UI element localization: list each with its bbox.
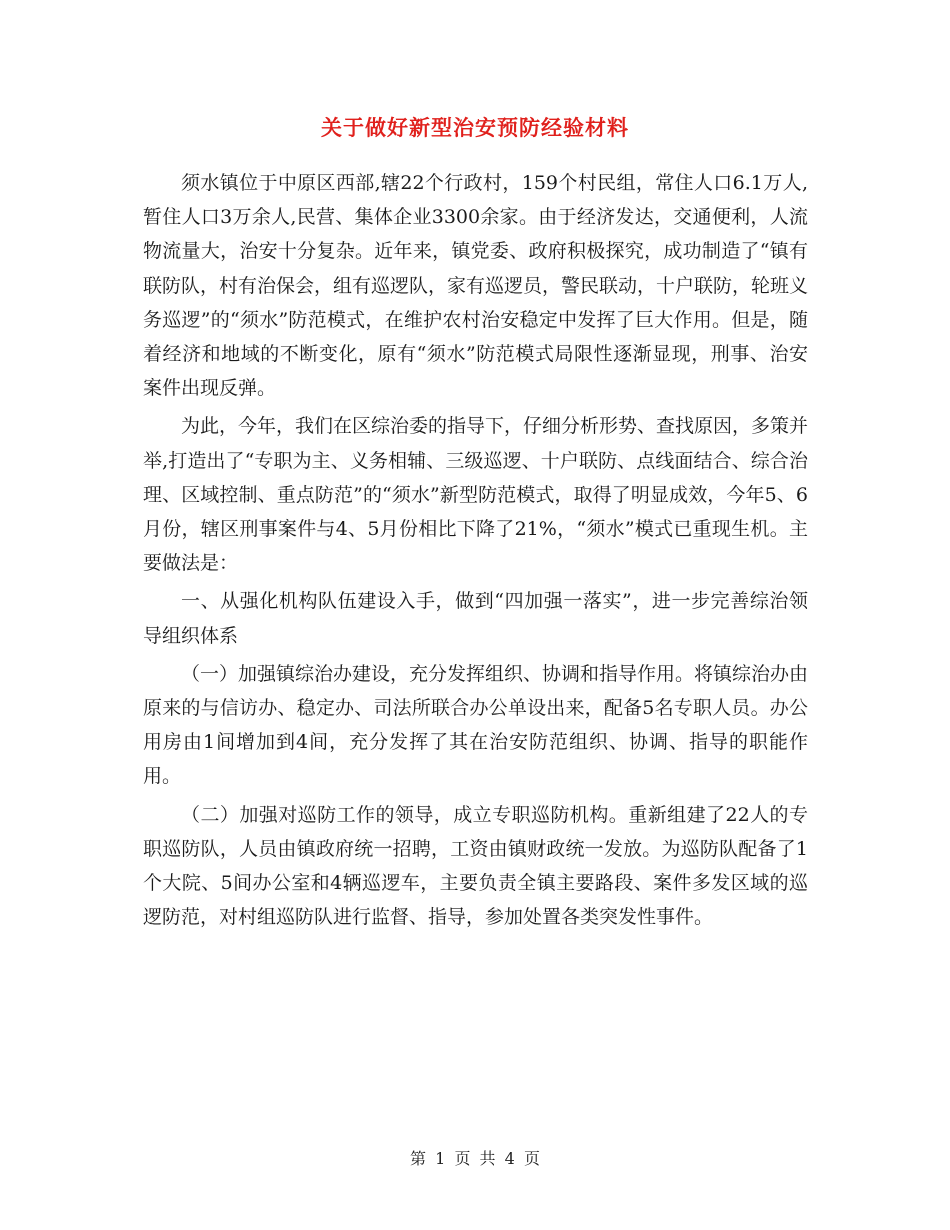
paragraph-item-1: （一）加强镇综治办建设，充分发挥组织、协调和指导作用。将镇综治办由原来的与信访办、稳定办、司法所联合办公单设出来，配备5名专职人员。办公用房由1间增加到4间，充分发挥了其在治安防范组织、协调、指导的职能作用。 <box>143 662 809 788</box>
document-body <box>143 166 808 934</box>
footer-total-prefix: 共 <box>479 1149 496 1168</box>
section-heading-1: 一、从强化机构队伍建设入手，做到“四加强一落实”，进一步完善综治领导组织体系 <box>143 590 808 647</box>
page-footer <box>0 1146 950 1169</box>
paragraph-intro: 须水镇位于中原区西部,辖22个行政村，159个村民组，常住人口6.1万人,暂住人口3万余人,民营、集体企业3300余家。由于经济发达，交通便利，人流物流量大，治安十分复杂。近年来，镇党委、政府积极探究，成功制造了“镇有联防队，村有治保会，组有巡逻队，家有巡逻员，警民联动，十户联防，轮班义务巡逻”的“须水”防范模式，在维护农村治安稳定中发挥了巨大作用。但是，随着经济和地域的不断变化，原有“须水”防范模式局限性逐渐显现，刑事、治安案件出现反弹。 <box>143 172 809 400</box>
footer-total-pages: 4 <box>504 1149 515 1168</box>
document-title: 关于做好新型治安预防经验材料 <box>321 116 629 140</box>
paragraph-item-2: （二）加强对巡防工作的领导，成立专职巡防机构。重新组建了22人的专职巡防队，人员由镇政府统一招聘，工资由镇财政统一发放。为巡防队配备了1个大院、5间办公室和4辆巡逻车，主要负责全镇主要路段、案件多发区域的巡逻防范，对村组巡防队进行监督、指导，参加处置各类突发性事件。 <box>143 803 808 929</box>
footer-current-page: 1 <box>435 1149 446 1168</box>
footer-suffix: 页 <box>523 1149 540 1168</box>
paragraph-approach: 为此，今年，我们在区综治委的指导下，仔细分析形势、查找原因，多策并举,打造出了“专职为主、义务相辅、三级巡逻、十户联防、点线面结合、综合治理、区域控制、重点防范”的“须水”新型防范模式，取得了明显成效，今年5、6月份，辖区刑事案件与4、5月份相比下降了21%，“须水”模式已重现生机。主要做法是： <box>143 415 809 575</box>
footer-page-word: 页 <box>454 1149 471 1168</box>
footer-prefix: 第 <box>410 1149 427 1168</box>
